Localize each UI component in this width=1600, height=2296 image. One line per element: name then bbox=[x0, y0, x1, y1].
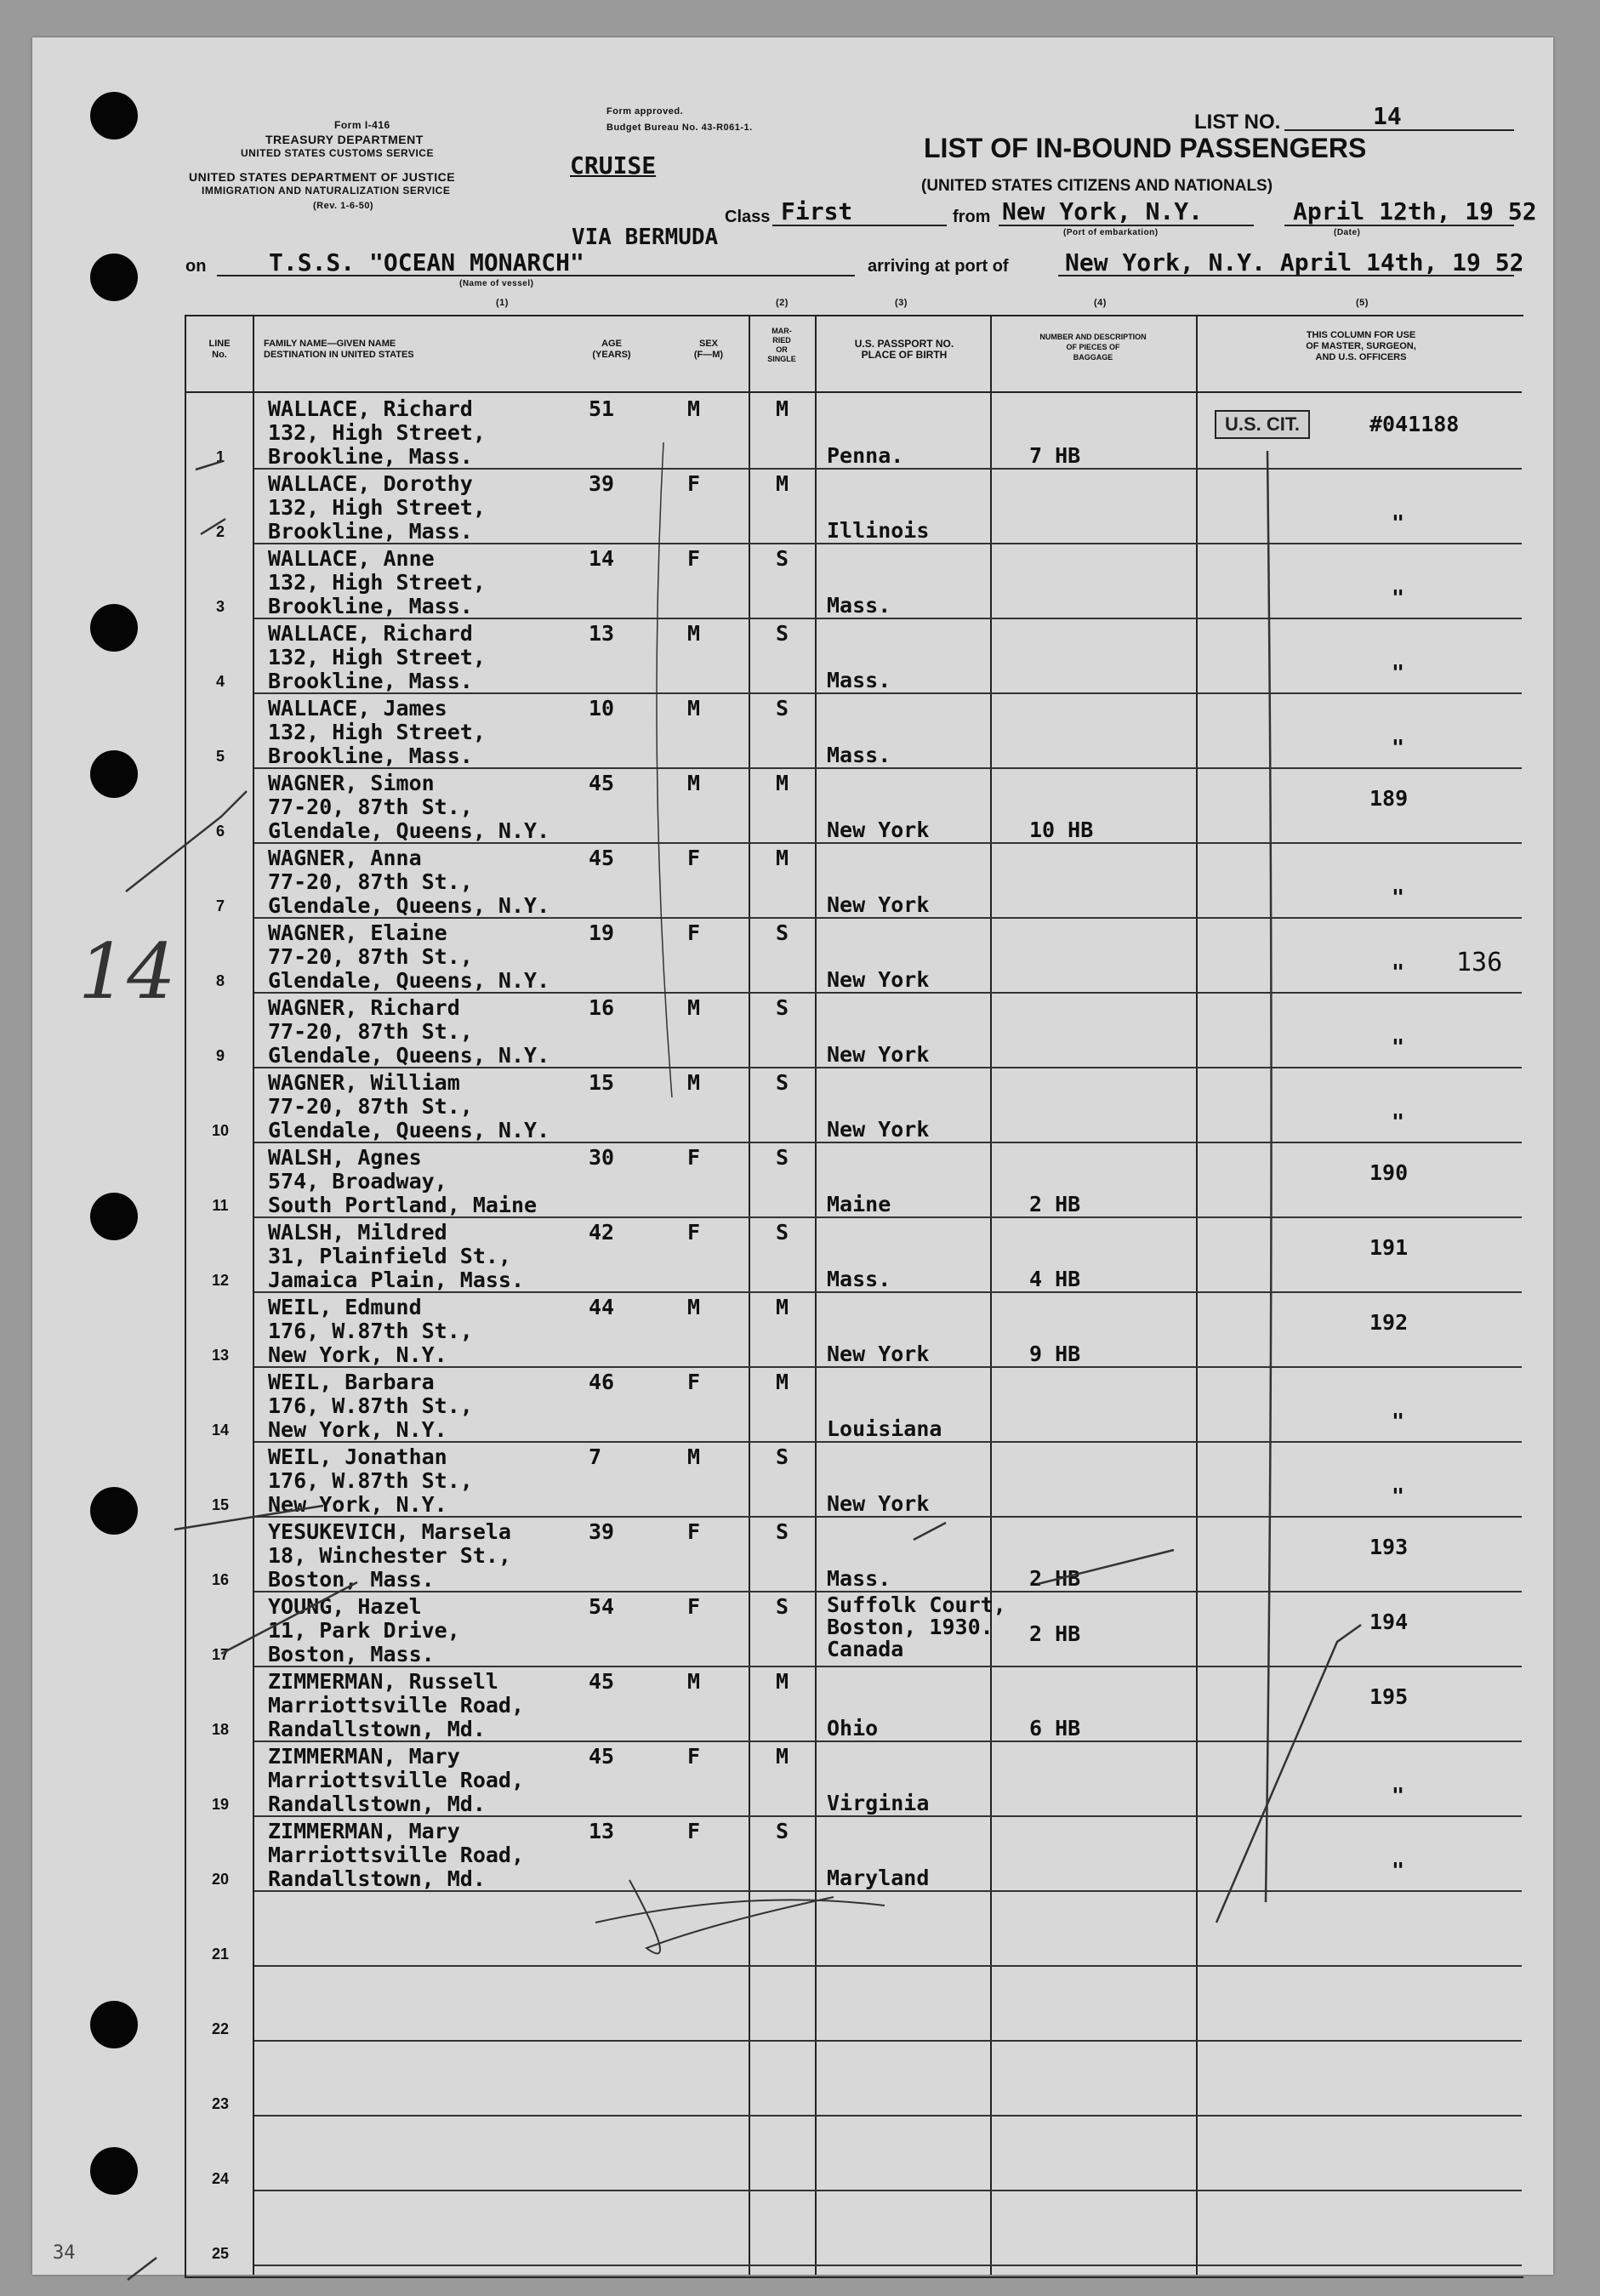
passenger-marital: M bbox=[776, 1370, 789, 1394]
line-number: 15 bbox=[211, 1496, 230, 1513]
place-of-birth: Maine bbox=[827, 1192, 891, 1216]
from-value: New York, N.Y. bbox=[1002, 197, 1204, 225]
passenger-city: Brookline, Mass. bbox=[268, 743, 473, 768]
via-bermuda: VIA BERMUDA bbox=[572, 225, 719, 250]
passenger-city: Brookline, Mass. bbox=[268, 669, 473, 693]
col-head-sex: SEX (F—M) bbox=[693, 339, 724, 360]
passenger-city: New York, N.Y. bbox=[268, 1342, 447, 1367]
line-number: 21 bbox=[211, 1946, 230, 1963]
col-num-2: (2) bbox=[776, 298, 789, 308]
form-number: Form I-416 bbox=[334, 119, 390, 131]
officer-note: " bbox=[1392, 735, 1405, 760]
officer-note: " bbox=[1392, 1858, 1405, 1883]
passenger-sex: M bbox=[687, 995, 701, 1020]
passenger-marital: S bbox=[776, 1145, 789, 1170]
passenger-name: YOUNG, Hazel bbox=[268, 1594, 422, 1619]
passenger-age: 45 bbox=[589, 771, 615, 795]
line-tick bbox=[221, 1582, 357, 1654]
passenger-name: WAGNER, Elaine bbox=[268, 920, 447, 945]
line-number: 19 bbox=[211, 1796, 230, 1813]
passenger-address: Marriottsville Road, bbox=[268, 1843, 525, 1867]
date-caption: (Date) bbox=[1334, 228, 1361, 237]
passenger-address: 132, High Street, bbox=[268, 420, 486, 445]
vertical-check-stroke bbox=[1266, 451, 1272, 1902]
passenger-age: 45 bbox=[589, 1669, 615, 1694]
passenger-name: ZIMMERMAN, Russell bbox=[268, 1669, 498, 1694]
passenger-marital: M bbox=[776, 1744, 789, 1769]
passenger-name: ZIMMERMAN, Mary bbox=[268, 1744, 460, 1769]
line-number: 18 bbox=[211, 1721, 230, 1738]
officer-note: 193 bbox=[1369, 1535, 1409, 1559]
passenger-name: WEIL, Jonathan bbox=[268, 1444, 447, 1469]
baggage: 2 HB bbox=[1029, 1566, 1081, 1591]
passenger-age: 42 bbox=[589, 1220, 615, 1245]
place-of-birth: New York bbox=[827, 1117, 930, 1142]
passenger-marital: M bbox=[776, 471, 789, 496]
passenger-sex: M bbox=[687, 396, 701, 421]
col-head-passport: U.S. PASSPORT NO. PLACE OF BIRTH bbox=[854, 338, 954, 361]
passenger-name: WEIL, Edmund bbox=[268, 1295, 422, 1319]
passenger-city: New York, N.Y. bbox=[268, 1492, 447, 1517]
list-no-label: LIST NO. bbox=[1194, 111, 1281, 134]
passenger-marital: M bbox=[776, 1669, 789, 1694]
passenger-sex: M bbox=[687, 696, 701, 721]
dept-immigration: IMMIGRATION AND NATURALIZATION SERVICE bbox=[202, 185, 451, 197]
place-of-birth: New York bbox=[827, 892, 930, 917]
place-of-birth: Mass. bbox=[827, 1566, 891, 1591]
passenger-age: 13 bbox=[589, 1819, 615, 1843]
line-number: 3 bbox=[215, 598, 225, 615]
passenger-marital: S bbox=[776, 1444, 789, 1469]
col-head-married: MAR- RIED OR SINGLE bbox=[767, 327, 796, 363]
check-mark bbox=[126, 791, 247, 892]
place-of-birth: Louisiana bbox=[827, 1416, 942, 1441]
form-revision: (Rev. 1-6-50) bbox=[313, 201, 374, 211]
passenger-city: Glendale, Queens, N.Y. bbox=[268, 1043, 550, 1068]
passenger-age: 45 bbox=[589, 846, 615, 870]
officer-note: " bbox=[1392, 1034, 1405, 1059]
passenger-address: 77-20, 87th St., bbox=[268, 1094, 473, 1119]
officer-note: " bbox=[1392, 585, 1405, 610]
line-number: 23 bbox=[211, 2095, 230, 2112]
passenger-marital: M bbox=[776, 1295, 789, 1319]
passenger-sex: F bbox=[687, 546, 701, 571]
place-of-birth: Mass. bbox=[827, 668, 891, 692]
passenger-address: 176, W.87th St., bbox=[268, 1319, 473, 1343]
class-label: Class bbox=[725, 208, 771, 226]
baggage: 6 HB bbox=[1029, 1716, 1081, 1741]
place-of-birth: New York bbox=[827, 967, 930, 992]
list-no-value: 14 bbox=[1373, 102, 1402, 130]
place-of-birth: Ohio bbox=[827, 1716, 879, 1741]
officer-note: " bbox=[1392, 510, 1405, 535]
line-number: 8 bbox=[215, 972, 225, 989]
passenger-sex: F bbox=[687, 1519, 701, 1544]
passenger-city: Randallstown, Md. bbox=[268, 1866, 486, 1891]
line-number: 10 bbox=[211, 1122, 230, 1139]
officer-note: 194 bbox=[1369, 1609, 1409, 1634]
passenger-address: 31, Plainfield St., bbox=[268, 1244, 511, 1268]
col-num-5: (5) bbox=[1356, 298, 1369, 308]
col-head-name: FAMILY NAME—GIVEN NAME DESTINATION IN UNITED STATES bbox=[264, 339, 414, 360]
line-number: 7 bbox=[215, 897, 225, 914]
passenger-age: 14 bbox=[589, 546, 615, 571]
bracket-stroke bbox=[657, 442, 672, 1097]
passenger-city: Jamaica Plain, Mass. bbox=[268, 1268, 525, 1292]
dept-treasury: TREASURY DEPARTMENT bbox=[265, 133, 424, 146]
passenger-marital: M bbox=[776, 771, 789, 795]
passenger-address: 18, Winchester St., bbox=[268, 1543, 511, 1568]
officer-note: 191 bbox=[1369, 1235, 1409, 1260]
passenger-marital: S bbox=[776, 621, 789, 646]
passenger-age: 7 bbox=[589, 1444, 602, 1469]
arriving-label: arriving at port of bbox=[868, 257, 1009, 276]
passenger-age: 39 bbox=[589, 471, 615, 496]
officer-note: " bbox=[1392, 885, 1405, 909]
suffolk-stroke bbox=[1038, 1550, 1174, 1584]
place-of-birth: Mass. bbox=[827, 1267, 891, 1291]
passenger-address: 11, Park Drive, bbox=[268, 1618, 460, 1643]
passenger-name: WAGNER, Richard bbox=[268, 995, 460, 1020]
passenger-name: WALSH, Agnes bbox=[268, 1145, 422, 1170]
line-number: 4 bbox=[215, 673, 225, 690]
officer-note: " bbox=[1392, 1409, 1405, 1433]
passenger-sex: F bbox=[687, 846, 701, 870]
officer-stroke bbox=[1216, 1625, 1361, 1923]
passenger-address: 132, High Street, bbox=[268, 720, 486, 744]
officer-note: 190 bbox=[1369, 1160, 1409, 1185]
officer-note: 192 bbox=[1369, 1310, 1409, 1335]
passenger-city: Glendale, Queens, N.Y. bbox=[268, 818, 550, 843]
place-of-birth: Mass. bbox=[827, 743, 891, 767]
passenger-sex: F bbox=[687, 1145, 701, 1170]
passenger-address: 77-20, 87th St., bbox=[268, 795, 473, 819]
passenger-marital: M bbox=[776, 846, 789, 870]
place-of-birth: Illinois bbox=[827, 518, 930, 543]
corner-tick bbox=[128, 2258, 157, 2280]
passenger-address: Marriottsville Road, bbox=[268, 1768, 525, 1792]
passenger-sex: M bbox=[687, 1669, 701, 1694]
col-head-age: AGE (YEARS) bbox=[592, 339, 631, 360]
passenger-name: WAGNER, William bbox=[268, 1070, 460, 1095]
baggage: 2 HB bbox=[1029, 1621, 1081, 1646]
passenger-name: WALLACE, Richard bbox=[268, 621, 473, 646]
vessel-caption: (Name of vessel) bbox=[459, 279, 534, 288]
baggage: 2 HB bbox=[1029, 1192, 1081, 1216]
on-label: on bbox=[185, 257, 207, 276]
passenger-address: 77-20, 87th St., bbox=[268, 869, 473, 894]
passenger-name: WALLACE, Dorothy bbox=[268, 471, 473, 496]
place-of-birth: Suffolk Court, Boston, 1930. Canada bbox=[827, 1592, 1006, 1661]
line-number: 9 bbox=[215, 1047, 225, 1064]
col-num-4: (4) bbox=[1094, 298, 1107, 308]
passenger-address: 132, High Street, bbox=[268, 645, 486, 669]
passenger-sex: M bbox=[687, 1295, 701, 1319]
side-number: 136 bbox=[1456, 948, 1503, 977]
corner-mark: 34 bbox=[53, 2242, 76, 2264]
passenger-city: Boston, Mass. bbox=[268, 1567, 435, 1592]
embarkation-caption: (Port of embarkation) bbox=[1063, 228, 1159, 237]
mass-stroke bbox=[914, 1523, 946, 1540]
baggage: 10 HB bbox=[1029, 818, 1094, 842]
line-number: 11 bbox=[212, 1197, 229, 1214]
line-number: 5 bbox=[215, 748, 225, 765]
place-of-birth: New York bbox=[827, 1042, 930, 1067]
officer-note: 189 bbox=[1369, 786, 1409, 811]
line-number: 20 bbox=[211, 1871, 230, 1888]
passenger-address: 132, High Street, bbox=[268, 570, 486, 595]
from-label: from bbox=[953, 208, 991, 226]
passenger-marital: S bbox=[776, 995, 789, 1020]
departure-date: April 12th, 19 52 bbox=[1293, 197, 1537, 225]
passenger-city: South Portland, Maine bbox=[268, 1193, 538, 1217]
passenger-marital: S bbox=[776, 696, 789, 721]
place-of-birth: Penna. bbox=[827, 443, 904, 468]
place-of-birth: New York bbox=[827, 1342, 930, 1366]
passenger-name: ZIMMERMAN, Mary bbox=[268, 1819, 460, 1843]
col-head-line: LINE No. bbox=[208, 339, 231, 360]
passenger-name: WALSH, Mildred bbox=[268, 1220, 447, 1245]
passenger-age: 19 bbox=[589, 920, 615, 945]
passenger-city: Boston, Mass. bbox=[268, 1642, 435, 1666]
passenger-city: Randallstown, Md. bbox=[268, 1792, 486, 1816]
passenger-city: Randallstown, Md. bbox=[268, 1717, 486, 1741]
passenger-sex: F bbox=[687, 1819, 701, 1843]
vessel-name: T.S.S. "OCEAN MONARCH" bbox=[269, 248, 584, 276]
passenger-age: 16 bbox=[589, 995, 615, 1020]
passenger-marital: M bbox=[776, 396, 789, 421]
class-value: First bbox=[781, 197, 853, 225]
passenger-age: 51 bbox=[589, 396, 615, 421]
officer-note: " bbox=[1392, 1109, 1405, 1134]
col-head-officers: THIS COLUMN FOR USE OF MASTER, SURGEON, AND U.S. OFFICERS bbox=[1306, 330, 1416, 362]
passenger-sex: F bbox=[687, 1220, 701, 1245]
passenger-address: 132, High Street, bbox=[268, 495, 486, 520]
passenger-city: Brookline, Mass. bbox=[268, 594, 473, 618]
baggage: 7 HB bbox=[1029, 443, 1081, 468]
passenger-name: WAGNER, Anna bbox=[268, 846, 422, 870]
line-number: 13 bbox=[211, 1347, 230, 1364]
line-number: 6 bbox=[215, 823, 225, 840]
cruise-label: CRUISE bbox=[570, 151, 657, 179]
arrival-value: New York, N.Y. April 14th, 19 52 bbox=[1065, 248, 1524, 276]
passenger-sex: M bbox=[687, 1070, 701, 1095]
place-of-birth: Maryland bbox=[827, 1866, 930, 1890]
passenger-sex: F bbox=[687, 1744, 701, 1769]
place-of-birth: Virginia bbox=[827, 1791, 930, 1815]
passenger-age: 15 bbox=[589, 1070, 615, 1095]
passenger-address: 176, W.87th St., bbox=[268, 1393, 473, 1418]
passenger-address: 77-20, 87th St., bbox=[268, 1019, 473, 1044]
passenger-address: 176, W.87th St., bbox=[268, 1468, 473, 1493]
passenger-city: Glendale, Queens, N.Y. bbox=[268, 893, 550, 918]
line-number: 14 bbox=[211, 1421, 230, 1439]
passenger-name: WEIL, Barbara bbox=[268, 1370, 435, 1394]
dept-justice: UNITED STATES DEPARTMENT OF JUSTICE bbox=[189, 170, 456, 184]
passenger-marital: S bbox=[776, 1819, 789, 1843]
margin-number: 14 bbox=[78, 927, 176, 1017]
passenger-city: Brookline, Mass. bbox=[268, 444, 473, 469]
line-number: 2 bbox=[215, 523, 225, 540]
officer-note: " bbox=[1392, 1783, 1405, 1808]
col-head-baggage: NUMBER AND DESCRIPTION OF PIECES OF BAGGAGE bbox=[1039, 333, 1147, 362]
passenger-age: 44 bbox=[589, 1295, 615, 1319]
signature-scribble bbox=[629, 1880, 834, 1953]
passenger-address: Marriottsville Road, bbox=[268, 1693, 525, 1718]
officer-note: " bbox=[1392, 960, 1405, 984]
baggage: 4 HB bbox=[1029, 1267, 1081, 1291]
line-number: 25 bbox=[211, 2245, 230, 2262]
officer-note: " bbox=[1392, 660, 1405, 685]
passenger-sex: M bbox=[687, 1444, 701, 1469]
passenger-name: YESUKEVICH, Marsela bbox=[268, 1519, 511, 1544]
line-tick bbox=[196, 461, 223, 470]
passenger-sex: M bbox=[687, 771, 701, 795]
passenger-sex: F bbox=[687, 471, 701, 496]
passenger-marital: S bbox=[776, 1070, 789, 1095]
passenger-marital: S bbox=[776, 1519, 789, 1544]
place-of-birth: New York bbox=[827, 1491, 930, 1516]
passenger-sex: M bbox=[687, 621, 701, 646]
passenger-marital: S bbox=[776, 1220, 789, 1245]
place-of-birth: New York bbox=[827, 818, 930, 842]
passenger-marital: S bbox=[776, 546, 789, 571]
line-tick bbox=[201, 519, 225, 534]
officer-note: 195 bbox=[1369, 1684, 1409, 1709]
passenger-address: 574, Broadway, bbox=[268, 1169, 447, 1194]
passenger-city: Glendale, Queens, N.Y. bbox=[268, 1118, 550, 1142]
line-number: 17 bbox=[211, 1646, 230, 1663]
document-subtitle: (UNITED STATES CITIZENS AND NATIONALS) bbox=[921, 177, 1273, 195]
baggage: 9 HB bbox=[1029, 1342, 1081, 1366]
passenger-sex: F bbox=[687, 1594, 701, 1619]
passenger-age: 13 bbox=[589, 621, 615, 646]
passenger-sex: F bbox=[687, 920, 701, 945]
passenger-age: 54 bbox=[589, 1594, 615, 1619]
form-approved: Form approved. bbox=[606, 106, 684, 117]
passenger-marital: S bbox=[776, 1594, 789, 1619]
line-number: 12 bbox=[211, 1272, 230, 1289]
passenger-address: 77-20, 87th St., bbox=[268, 944, 473, 969]
line-tick bbox=[174, 1506, 323, 1530]
place-of-birth: Mass. bbox=[827, 593, 891, 618]
line-number: 1 bbox=[215, 448, 225, 465]
line-number: 22 bbox=[211, 2020, 230, 2037]
us-citizen-stamp: U.S. CIT. bbox=[1215, 410, 1310, 439]
dept-customs: UNITED STATES CUSTOMS SERVICE bbox=[241, 147, 434, 159]
col-num-1: (1) bbox=[496, 298, 509, 308]
officer-note: " bbox=[1392, 1484, 1405, 1508]
passenger-name: WALLACE, James bbox=[268, 696, 447, 721]
passenger-name: WALLACE, Richard bbox=[268, 396, 473, 421]
passenger-age: 45 bbox=[589, 1744, 615, 1769]
budget-bureau: Budget Bureau No. 43-R061-1. bbox=[606, 122, 753, 133]
passenger-marital: S bbox=[776, 920, 789, 945]
passenger-name: WAGNER, Simon bbox=[268, 771, 435, 795]
document-title: LIST OF IN-BOUND PASSENGERS bbox=[924, 133, 1367, 163]
passenger-city: Brookline, Mass. bbox=[268, 519, 473, 544]
passenger-city: New York, N.Y. bbox=[268, 1417, 447, 1442]
passenger-age: 46 bbox=[589, 1370, 615, 1394]
passenger-age: 30 bbox=[589, 1145, 615, 1170]
passenger-sex: F bbox=[687, 1370, 701, 1394]
col-num-3: (3) bbox=[895, 298, 908, 308]
line-number: 16 bbox=[211, 1571, 230, 1588]
line-number: 24 bbox=[211, 2170, 230, 2187]
officer-note: #041188 bbox=[1369, 412, 1460, 436]
passenger-name: WALLACE, Anne bbox=[268, 546, 435, 571]
passenger-age: 39 bbox=[589, 1519, 615, 1544]
passenger-age: 10 bbox=[589, 696, 615, 721]
passenger-city: Glendale, Queens, N.Y. bbox=[268, 968, 550, 993]
